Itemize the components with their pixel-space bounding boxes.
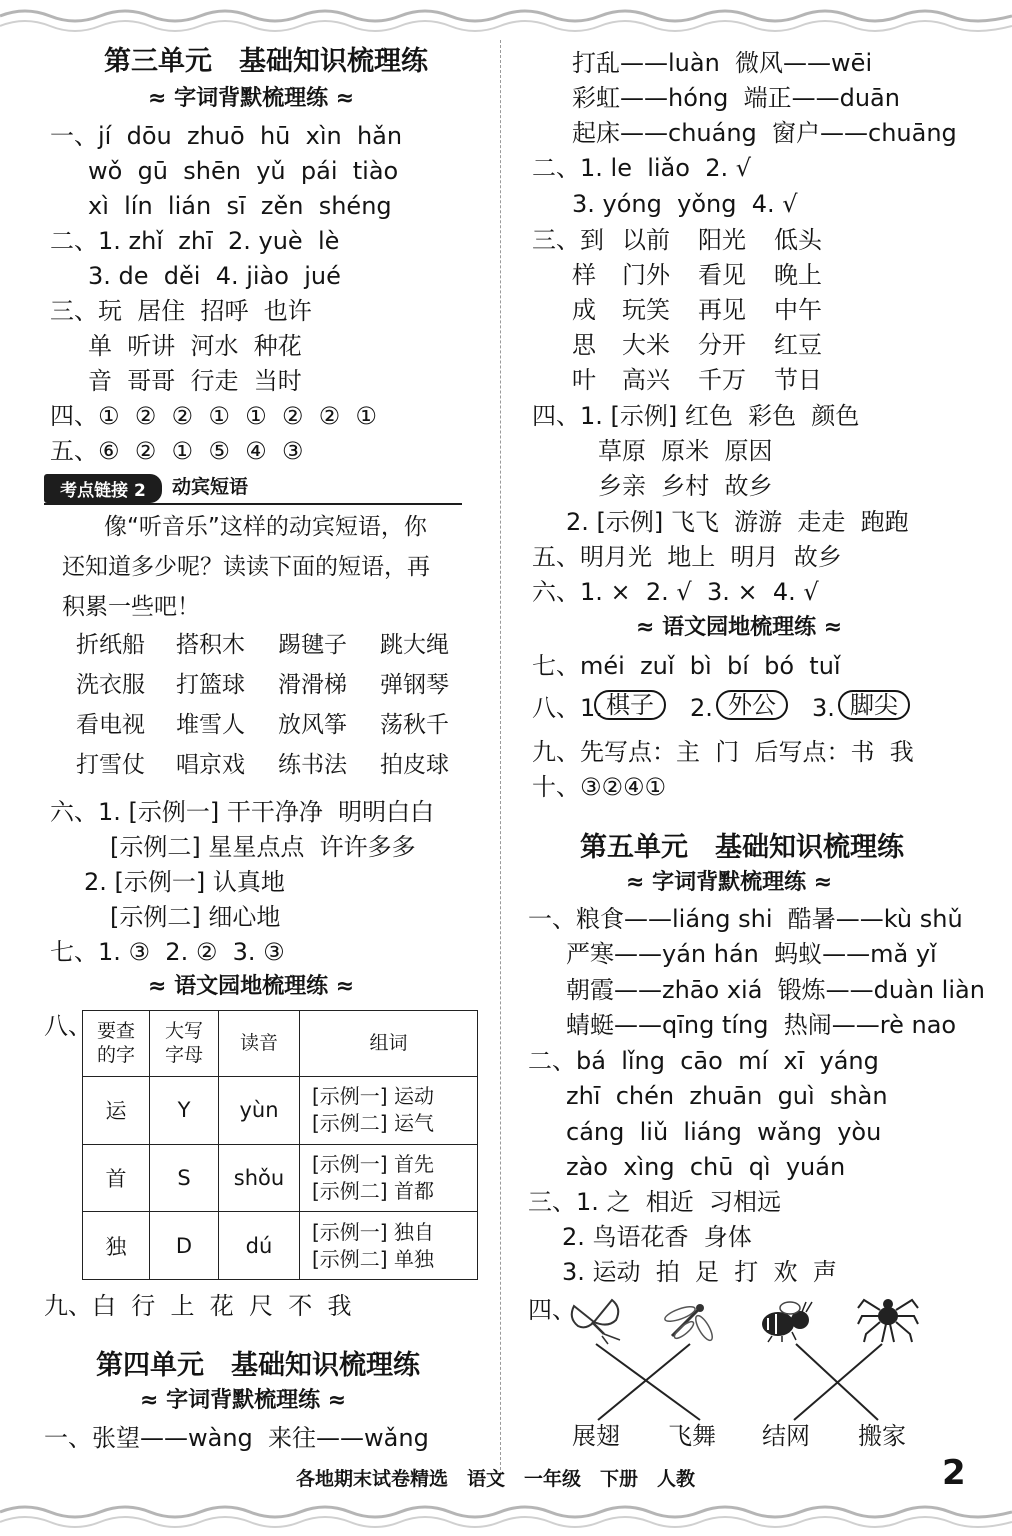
- matching-lines: [560, 1340, 940, 1424]
- butterfly-icon: [564, 1296, 628, 1346]
- u5-q2-line: zào xìng chū qì yuán: [566, 1153, 846, 1181]
- phrase: 看电视: [76, 712, 145, 738]
- unit5-title: 第五单元 基础知识梳理练: [580, 832, 904, 863]
- r3-word: 大米: [622, 331, 670, 359]
- r2-line: 二、1. le liǎo 2. √: [532, 154, 752, 182]
- table-cell: [300, 1077, 478, 1145]
- badge-underline: [44, 503, 462, 505]
- q7-answers: 七、1. ③ 2. ② 3. ③: [50, 938, 285, 966]
- column-divider: [500, 40, 501, 1480]
- phrase: 堆雪人: [176, 712, 245, 738]
- bottom-wave-border: [0, 1498, 1012, 1532]
- top-wave-border: [0, 4, 1012, 38]
- phrase: 打雪仗: [76, 752, 145, 778]
- word-example: [示例二] 单独: [312, 1246, 434, 1271]
- vocab-heading: ≈ 字词背默梳理练 ≈: [148, 86, 355, 111]
- u5-q1-line: 一、粮食——liáng shi 酷暑——kù shǔ: [528, 905, 963, 933]
- phrase: 洗衣服: [76, 672, 145, 698]
- q5-answers: 五、⑥ ② ① ⑤ ④ ③: [50, 437, 304, 465]
- r3-word: 叶: [572, 366, 596, 394]
- table-cell: 运: [83, 1077, 150, 1145]
- r4-line: 2. [示例] 飞飞 游游 走走 跑跑: [566, 508, 909, 536]
- circled-word: 棋子: [594, 690, 666, 720]
- u5-q1-line: 严寒——yán hán 蚂蚁——mǎ yǐ: [566, 940, 937, 968]
- link-paragraph: 像“听音乐”这样的动宾短语，你: [104, 514, 427, 540]
- link-paragraph: 还知道多少呢？读读下面的短语，再: [62, 554, 430, 580]
- r8-circled-wrap: [594, 690, 666, 720]
- word-example: [示例一] 首先: [312, 1151, 434, 1176]
- r3-word: 节日: [774, 366, 822, 394]
- vocab-heading: ≈ 字词背默梳理练 ≈: [626, 870, 833, 895]
- table-header: 读音: [219, 1011, 300, 1077]
- q6-line: 2. [示例一] 认真地: [84, 868, 285, 896]
- u5-q1-line: 朝霞——zhāo xiá 锻炼——duàn liàn: [566, 976, 985, 1004]
- r3-word: 思: [572, 331, 596, 359]
- r5-answers: 五、明月光 地上 明月 故乡: [532, 543, 842, 571]
- phrase: 打篮球: [176, 672, 245, 698]
- table-cell: dú: [219, 1212, 300, 1280]
- r9-answers: 九、先写点：主 门 后写点：书 我: [532, 738, 914, 766]
- table-cell: 独: [83, 1212, 150, 1280]
- q6-line: [示例二] 星星点点 许许多多: [110, 833, 416, 861]
- phrase: 弹钢琴: [380, 672, 449, 698]
- word-example: [示例二] 首都: [312, 1178, 434, 1203]
- r3-word: 玩笑: [622, 296, 670, 324]
- table-header: 大写 字母: [150, 1011, 219, 1077]
- r3-word: 门外: [622, 261, 670, 289]
- phrase: 滑滑梯: [278, 672, 347, 698]
- r8-circled-wrap: [716, 690, 788, 720]
- page-number: 2: [942, 1453, 966, 1493]
- knowledge-link-badge: 考点链接 2: [44, 474, 162, 503]
- r3-word: 三、到: [532, 226, 604, 254]
- phrase: 踢毽子: [278, 632, 347, 658]
- r3-word: 样: [572, 261, 596, 289]
- table-cell: D: [150, 1212, 219, 1280]
- r10-answers: 十、③②④①: [532, 773, 667, 801]
- r4-line: 草原 原米 原因: [598, 437, 773, 465]
- phrase: 放风筝: [278, 712, 347, 738]
- unit3-title: 第三单元 基础知识梳理练: [104, 46, 428, 77]
- word-example: [示例二] 运气: [312, 1111, 434, 1136]
- r1-line: 打乱——luàn 微风——wēi: [572, 49, 873, 77]
- u5-q3-line: 三、1. 之 相近 习相远: [528, 1188, 782, 1216]
- phrase: 拍皮球: [380, 752, 449, 778]
- r3-word: 晚上: [774, 261, 822, 289]
- table-cell: Y: [150, 1077, 219, 1145]
- r1-line: 起床——chuáng 窗户——chuāng: [572, 119, 957, 147]
- r8-num: 3.: [812, 694, 835, 722]
- q2-line: 二、1. zhǐ zhī 2. yuè lè: [50, 227, 340, 255]
- r8-circled-wrap: [838, 690, 910, 720]
- q6-line: [示例二] 细心地: [110, 903, 281, 931]
- match-word: 搬家: [858, 1422, 906, 1450]
- phrase: 练书法: [278, 752, 347, 778]
- u5-q1-line: 蜻蜓——qīng tíng 热闹——rè nao: [566, 1011, 957, 1039]
- match-word: 结网: [762, 1422, 810, 1450]
- q2-line: 3. de děi 4. jiào jué: [88, 262, 341, 290]
- r1-line: 彩虹——hóng 端正——duān: [572, 84, 900, 112]
- r3-word: 高兴: [622, 366, 670, 394]
- phrase: 跳大绳: [380, 632, 449, 658]
- r3-word: 分开: [698, 331, 746, 359]
- q4-answers: 四、① ② ② ① ① ② ② ①: [50, 402, 377, 430]
- r3-word: 阳光: [698, 226, 746, 254]
- table-cell: [300, 1212, 478, 1280]
- vocab-heading: ≈ 字词背默梳理练 ≈: [140, 1388, 347, 1413]
- q9-answers: 九、白 行 上 花 尺 不 我: [44, 1292, 352, 1320]
- r3-word: 中午: [774, 296, 822, 324]
- table-cell: S: [150, 1144, 219, 1212]
- table-row: [83, 1077, 478, 1145]
- lookup-table: [82, 1010, 478, 1280]
- table-header: 要查 的字: [83, 1011, 150, 1077]
- u5-q2-line: zhī chén zhuān guì shàn: [566, 1082, 888, 1110]
- u5-q3-line: 2. 鸟语花香 身体: [562, 1223, 752, 1251]
- r6-answers: 六、1. × 2. √ 3. × 4. √: [532, 578, 819, 606]
- table-cell: [300, 1144, 478, 1212]
- match-word: 展翅: [572, 1422, 620, 1450]
- q8-label: 八、: [44, 1012, 92, 1040]
- r2-line: 3. yóng yǒng 4. √: [572, 190, 798, 218]
- phrase: 唱京戏: [176, 752, 245, 778]
- u5-q3-line: 3. 运动 拍 足 打 欢 声: [562, 1258, 837, 1286]
- link-paragraph: 积累一些吧！: [62, 594, 200, 620]
- unit4-title: 第四单元 基础知识梳理练: [96, 1350, 420, 1381]
- r3-word: 低头: [774, 226, 822, 254]
- phrase: 荡秋千: [380, 712, 449, 738]
- badge-topic: 动宾短语: [172, 476, 249, 498]
- footer-text: 各地期末试卷精选 语文 一年级 下册 人教: [296, 1468, 696, 1490]
- circled-word: 脚尖: [838, 690, 910, 720]
- u4-q1: 一、张望——wàng 来往——wǎng: [44, 1424, 429, 1452]
- table-cell: yùn: [219, 1077, 300, 1145]
- r8-prefix: 八、1.: [532, 694, 603, 722]
- garden-heading: ≈ 语文园地梳理练 ≈: [148, 974, 355, 999]
- q1-line: 一、jí dōu zhuō hū xìn hǎn: [50, 122, 403, 150]
- u5-q4-label: 四、: [528, 1296, 576, 1324]
- spider-icon: [856, 1294, 920, 1346]
- q6-line: 六、1. [示例一] 干干净净 明明白白: [50, 798, 435, 826]
- r3-word: 千万: [698, 366, 746, 394]
- word-example: [示例一] 运动: [312, 1084, 434, 1109]
- table-cell: shǒu: [219, 1144, 300, 1212]
- r3-word: 红豆: [774, 331, 822, 359]
- phrase: 折纸船: [76, 632, 145, 658]
- r7-answers: 七、méi zuǐ bì bí bó tuǐ: [532, 652, 841, 680]
- u5-q2-line: cáng liǔ liáng wǎng yòu: [566, 1118, 882, 1146]
- q3-line: 三、玩 居住 招呼 也许: [50, 297, 312, 325]
- word-example: [示例一] 独自: [312, 1219, 434, 1244]
- q3-line: 音 哥哥 行走 当时: [88, 367, 302, 395]
- u5-q2-line: 二、bá lǐng cāo mí xī yáng: [528, 1047, 879, 1075]
- match-word: 飞舞: [668, 1422, 716, 1450]
- table-row: [83, 1144, 478, 1212]
- q1-line: xì lín lián sī zěn shéng: [88, 192, 392, 220]
- circled-word: 外公: [716, 690, 788, 720]
- q3-line: 单 听讲 河水 种花: [88, 332, 302, 360]
- table-row: [83, 1212, 478, 1280]
- r8-num: 2.: [690, 694, 713, 722]
- bee-icon: [756, 1298, 818, 1344]
- table-cell: 首: [83, 1144, 150, 1212]
- phrase: 搭积木: [176, 632, 245, 658]
- r4-line: 乡亲 乡村 故乡: [598, 472, 773, 500]
- r3-word: 成: [572, 296, 596, 324]
- r3-word: 以前: [622, 226, 670, 254]
- r3-word: 再见: [698, 296, 746, 324]
- q1-line: wǒ gū shēn yǔ pái tiào: [88, 157, 399, 185]
- r4-line: 四、1. [示例] 红色 彩色 颜色: [532, 402, 860, 430]
- dragonfly-icon: [658, 1296, 718, 1346]
- r3-word: 看见: [698, 261, 746, 289]
- garden-heading: ≈ 语文园地梳理练 ≈: [636, 615, 843, 640]
- table-header: 组词: [300, 1011, 478, 1077]
